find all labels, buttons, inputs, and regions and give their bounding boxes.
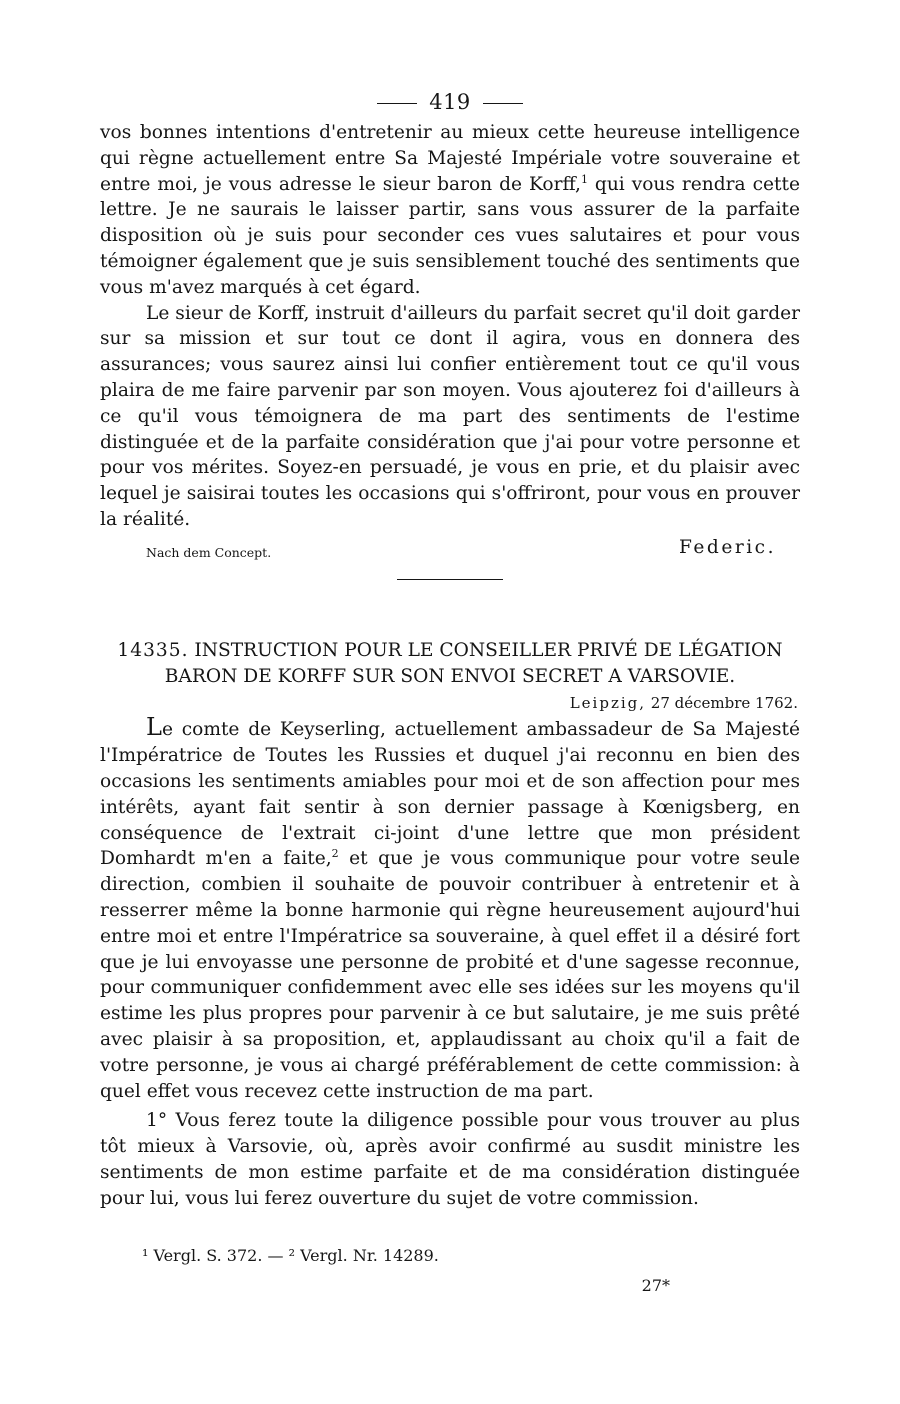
dateline-place: Leipzig, bbox=[569, 694, 647, 713]
letter-paragraph-1-cont: qui vous rendra cette lettre. Je ne saurais le laisser partir, sans vous assurer de la parfaite disposition où je suis pour seconder ces vues salutaires et pour vous témoigner également que je suis sensiblement touché des sentiments que vous m'avez marqués à cet égard. bbox=[100, 173, 800, 298]
letter-paragraph-1-text: vos bonnes intentions d'entretenir au mieux cette heureuse intelligence qui règne actuellement entre Sa Majesté Impériale votre souveraine et entre moi, je vous adresse le sieur baron de Korff, bbox=[100, 122, 800, 195]
letter-paragraph-1 bbox=[100, 120, 800, 301]
dateline-date: 27 décembre 1762. bbox=[650, 694, 798, 713]
item-1-label: 1° bbox=[146, 1110, 168, 1132]
signature-row bbox=[100, 535, 800, 567]
document-title: INSTRUCTION POUR LE CONSEILLER PRIVÉ DE LÉGATION BARON DE KORFF SUR SON ENVOI SECRET A VARSOVIE. bbox=[164, 639, 783, 687]
section-divider bbox=[397, 579, 503, 580]
book-page bbox=[100, 88, 800, 1297]
footnote-ref-2: 2 bbox=[331, 847, 339, 861]
letter-paragraph-2: Le sieur de Korff, instruit d'ailleurs du parfait secret qu'il doit garder sur sa mission et sur tout ce dont il agira, vous en donnera des assurances; vous saurez ainsi lui confier entièrement tout ce qu'il vous plaira de me faire parvenir par son moyen. Vous ajouterez foi d'ailleurs à ce qu'il vous témoignera de ma part des sentiments de l'estime distinguée et de la parfaite considération que j'ai pour votre personne et pour vos mérites. Soyez-en persuadé, je vous en prie, et du plaisir avec lequel je saisirai toutes les occasions qui s'offriront, pour vous en prouver la réalité. bbox=[100, 302, 800, 530]
footnotes: ¹ Vergl. S. 372. — ² Vergl. Nr. 14289. bbox=[142, 1246, 439, 1266]
footnote-ref-1: 1 bbox=[580, 172, 588, 186]
instruction-item-1 bbox=[100, 1108, 800, 1211]
page-header bbox=[100, 88, 800, 120]
intro-text-b: et que je vous communique pour votre seule direction, combien il souhaite de pouvoir contribuer à entretenir et à resserrer même la bonne harmonie qui règne heureusement aujourd'hui entre moi et entre l'Impératrice sa souveraine, à quel effet il a désiré fort que je lui envoyasse une personne de probité et d'une sagesse reconnue, pour communiquer confidemment avec elle ses idées sur les moyens qu'il estime les plus propres pour parvenir à ce but salutaire, je me suis prêté avec plaisir à sa proposition, et, applaudissant au choix qu'il a fait de votre personne, je vous ai chargé préférablement de cette commission: à quel effet vous recevez cette instruction de ma part. bbox=[100, 848, 800, 1102]
page-number: 419 bbox=[429, 90, 471, 114]
header-dash-right bbox=[483, 103, 523, 104]
intro-text-a: e comte de Keyserling, actuellement ambassadeur de Sa Majesté l'Impératrice de Toutes les Russies et duquel j'ai reconnu en bien des occasions les sentiments amiables pour moi et de son affection pour mes intérêts, ayant fait sentir à son dernier passage à Kœnigsberg, en conséquence de l'extrait ci-joint d'une lettre que mon président Domhardt m'en a faite, bbox=[100, 719, 800, 870]
signature: Federic. bbox=[679, 536, 776, 558]
sheet-signature: 27* bbox=[641, 1276, 670, 1296]
document-heading bbox=[100, 638, 800, 690]
instruction-intro bbox=[100, 715, 800, 1104]
dateline bbox=[100, 691, 800, 715]
item-1-text: Vous ferez toute la diligence possible pour vous trouver au plus tôt mieux à Varsovie, où, après avoir confirmé au susdit ministre les sentiments de mon estime parfaite et de ma considération distinguée pour lui, vous lui ferez ouverture du sujet de votre commission. bbox=[100, 1110, 800, 1209]
intro-initial: L bbox=[146, 713, 162, 742]
header-dash-left bbox=[377, 103, 417, 104]
source-note: Nach dem Concept. bbox=[146, 544, 272, 560]
document-number: 14335. bbox=[117, 639, 189, 661]
